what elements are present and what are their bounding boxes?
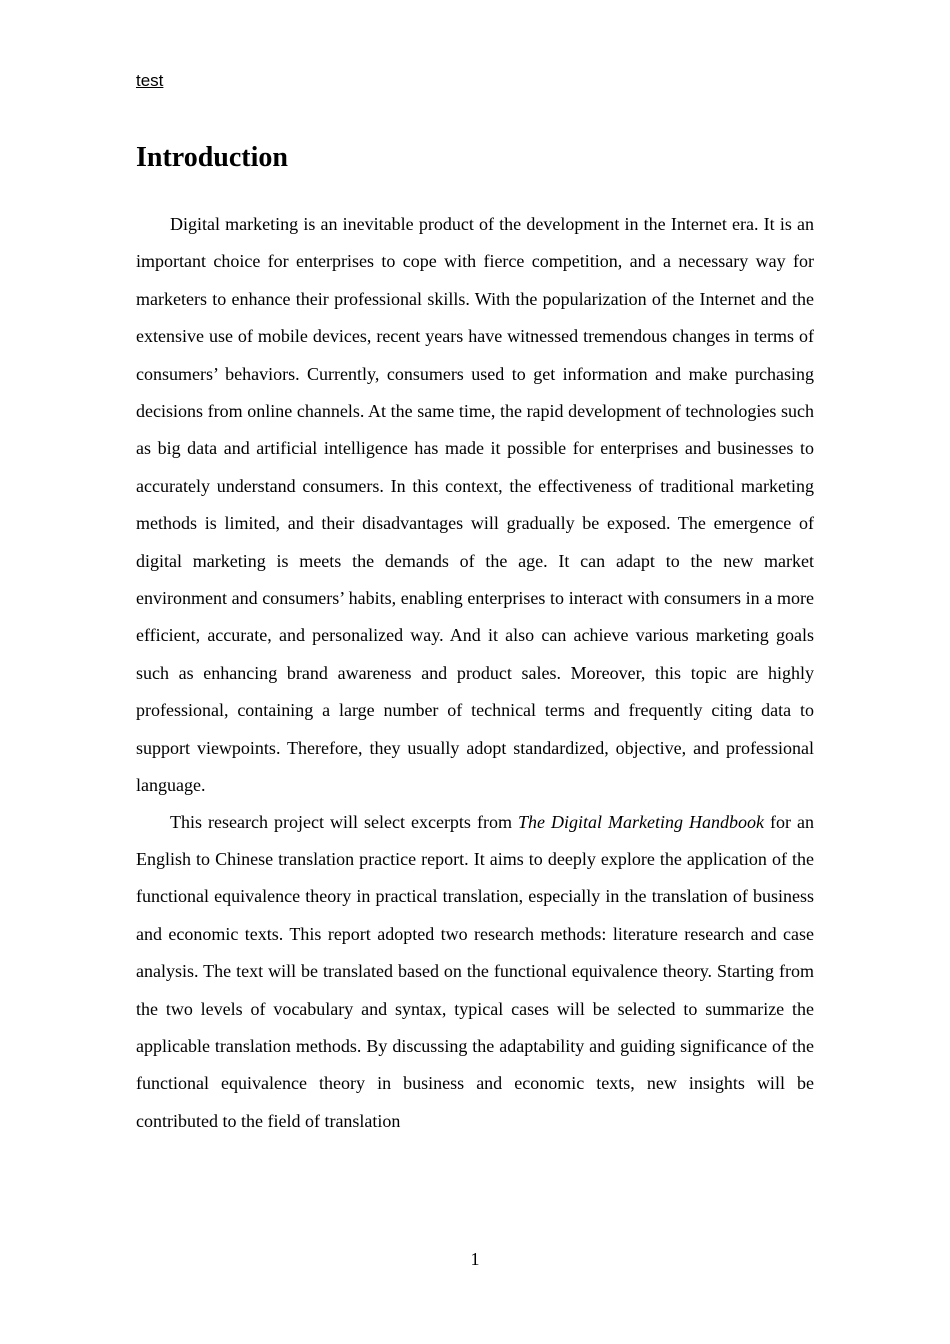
- paragraph-2-text-after: for an English to Chinese translation practice report. It aims to deeply explore the application of the functional equivalence theory in practical translation, especially in the translation of business and economic texts. This report adopted two research methods: literature research and case analysis. The text will be translated based on the functional equivalence theory. Starting from the two levels of vocabulary and syntax, typical cases will be selected to summarize the applicable translation methods. By discussing the adaptability and guiding significance of the functional equivalence theory in business and economic texts, new insights will be contributed to the field of translation: [136, 811, 814, 1131]
- paragraph-2-text-before: This research project will select excerpts from: [170, 811, 518, 832]
- book-title: The Digital Marketing Handbook: [517, 811, 764, 832]
- body-text: [136, 206, 814, 1140]
- page-number: 1: [470, 1249, 480, 1269]
- header-link[interactable]: test: [136, 71, 164, 90]
- paragraph-1: Digital marketing is an inevitable product of the development in the Internet era. It is an important choice for enterprises to cope with fierce competition, and a necessary way for marketers to enhance their professional skills. With the popularization of the Internet and the extensive use of mobile devices, recent years have witnessed tremendous changes in terms of consumers’ behaviors. Currently, consumers used to get information and make purchasing decisions from online channels. At the same time, the rapid development of technologies such as big data and artificial intelligence has made it possible for enterprises and businesses to accurately understand consumers. In this context, the effectiveness of traditional marketing methods is limited, and their disadvantages will gradually be exposed. The emergence of digital marketing is meets the demands of the age. It can adapt to the new market environment and consumers’ habits, enabling enterprises to interact with consumers in a more efficient, accurate, and personalized way. And it also can achieve various marketing goals such as enhancing brand awareness and product sales. Moreover, this topic are highly professional, containing a large number of technical terms and frequently citing data to support viewpoints. Therefore, they usually adopt standardized, objective, and professional language.: [136, 214, 814, 796]
- paragraph-2: [136, 804, 814, 1141]
- section-heading: Introduction: [136, 142, 288, 173]
